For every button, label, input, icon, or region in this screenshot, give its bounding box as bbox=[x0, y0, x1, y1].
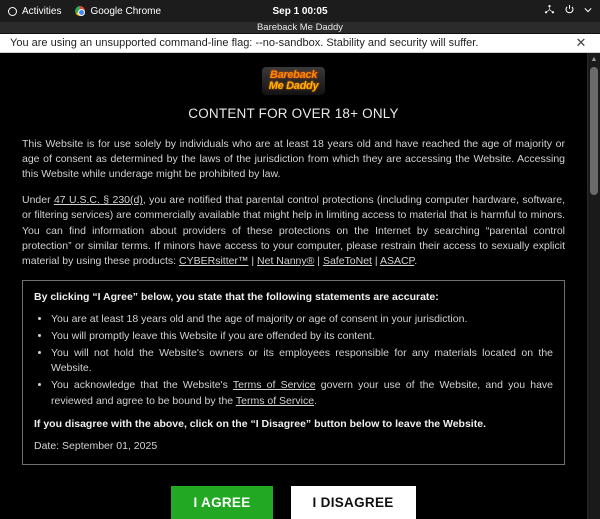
terms-of-service-link-2[interactable]: Terms of Service bbox=[235, 394, 315, 407]
paragraph2-post: , you are notified that parental control protections (including computer hardware, software, or filtering services) are commercially available that might help in limiting access to material that is harmful to minors. You can find information about providers of these protections on the Internet by searching “parental control protection” or similar terms. If minors have access to your computer, please restrain their access to sexually explicit material by using these products: bbox=[22, 194, 566, 268]
page-title: CONTENT FOR OVER 18+ ONLY bbox=[188, 106, 399, 121]
window-titlebar bbox=[0, 22, 600, 34]
topbar-left-group bbox=[0, 6, 161, 17]
agree-button[interactable]: I AGREE bbox=[171, 486, 272, 519]
network-icon bbox=[544, 4, 555, 18]
clock[interactable]: Sep 1 00:05 bbox=[272, 5, 328, 17]
list-item: • You will promptly leave this Website if you are offended by its content. bbox=[51, 329, 553, 344]
filter-sep-3: | bbox=[371, 255, 380, 268]
age-gate-buttons bbox=[22, 486, 565, 519]
topbar-status-group[interactable] bbox=[544, 4, 600, 18]
date-line: Date: September 01, 2025 bbox=[34, 440, 158, 453]
chrome-icon bbox=[75, 6, 85, 16]
close-icon[interactable]: ✕ bbox=[575, 35, 587, 50]
filter-link-safetonet[interactable]: SafeToNet bbox=[322, 255, 372, 268]
logo-line-2: Me Daddy bbox=[268, 80, 319, 92]
app-menu-chrome[interactable] bbox=[75, 6, 161, 17]
scrollbar-thumb[interactable] bbox=[590, 67, 598, 195]
filter-sep-2: | bbox=[314, 255, 323, 268]
app-menu-label: Google Chrome bbox=[90, 5, 162, 17]
age-gate-page bbox=[0, 53, 587, 519]
paragraph2-pre: Under bbox=[22, 194, 54, 207]
activities-button[interactable] bbox=[8, 6, 61, 17]
age-paragraph: This Website is for use solely by individuals who are at least 18 years old and have reached the age of majority or age of consent as determined by the laws of the jurisdiction from which they are accessing the Website. Accessing this Website while underage might be prohibited by law. bbox=[22, 137, 565, 180]
agreement-box bbox=[22, 280, 565, 465]
parental-controls-paragraph: Under 47 U.S.C. § 230(d), you are notified that parental control protections (including computer hardware, software, or filtering services) are commercially available that might help in limiting access to material that is harmful to minors. You can find information about providers of these protections on the Internet by searching “parental control protection” or similar terms. If minors have access to your computer, please restrain their access to sexually explicit material by using these products: CYBERsitter™ | Net Nanny® | SafeToNet | ASACP. bbox=[22, 194, 566, 268]
activities-dot-icon bbox=[8, 7, 17, 16]
usc-link[interactable]: 47 U.S.C. § 230(d) bbox=[53, 194, 143, 207]
filter-sep-1: | bbox=[248, 255, 258, 268]
list-item: • You acknowledge that the Website's Terms of Service govern your use of the Website, and you have reviewed and agree to be bound by the Terms of Service. bbox=[51, 378, 553, 408]
chevron-down-icon bbox=[584, 6, 592, 17]
browser-window bbox=[0, 22, 600, 511]
list-item: • You will not hold the Website's owners or its employees responsible for any materials located on the Website. bbox=[51, 346, 553, 376]
scroll-up-icon[interactable]: ▲ bbox=[590, 55, 598, 63]
page-scrollbar[interactable] bbox=[587, 53, 600, 519]
chrome-infobar bbox=[0, 34, 600, 53]
logo-line-1: Bareback bbox=[269, 69, 318, 81]
power-icon bbox=[564, 4, 575, 18]
list-item: • You are at least 18 years old and the age of majority or age of consent in your jurisdiction. bbox=[51, 312, 553, 327]
disagree-button[interactable]: I DISAGREE bbox=[291, 486, 416, 519]
window-title: Bareback Me Daddy bbox=[256, 22, 344, 33]
infobar-message: You are using an unsupported command-line flag: --no-sandbox. Stability and security will suffer. bbox=[10, 37, 479, 49]
page-viewport bbox=[0, 53, 600, 519]
agreement-title: By clicking “I Agree” below, you state that the following statements are accurate: bbox=[34, 291, 439, 304]
activities-label: Activities bbox=[22, 5, 62, 17]
disagree-note: If you disagree with the above, click on the “I Disagree” button below to leave the Website. bbox=[34, 417, 486, 430]
filter-link-cybersitter[interactable]: CYBERsitter™ bbox=[179, 255, 249, 268]
filter-link-asacp[interactable]: ASACP bbox=[379, 255, 415, 268]
filter-link-netnanny[interactable]: Net Nanny® bbox=[257, 255, 315, 268]
site-logo[interactable] bbox=[22, 67, 565, 95]
terms-of-service-link-1[interactable]: Terms of Service bbox=[232, 379, 316, 392]
agreement-list bbox=[34, 312, 553, 409]
system-topbar bbox=[0, 0, 600, 22]
